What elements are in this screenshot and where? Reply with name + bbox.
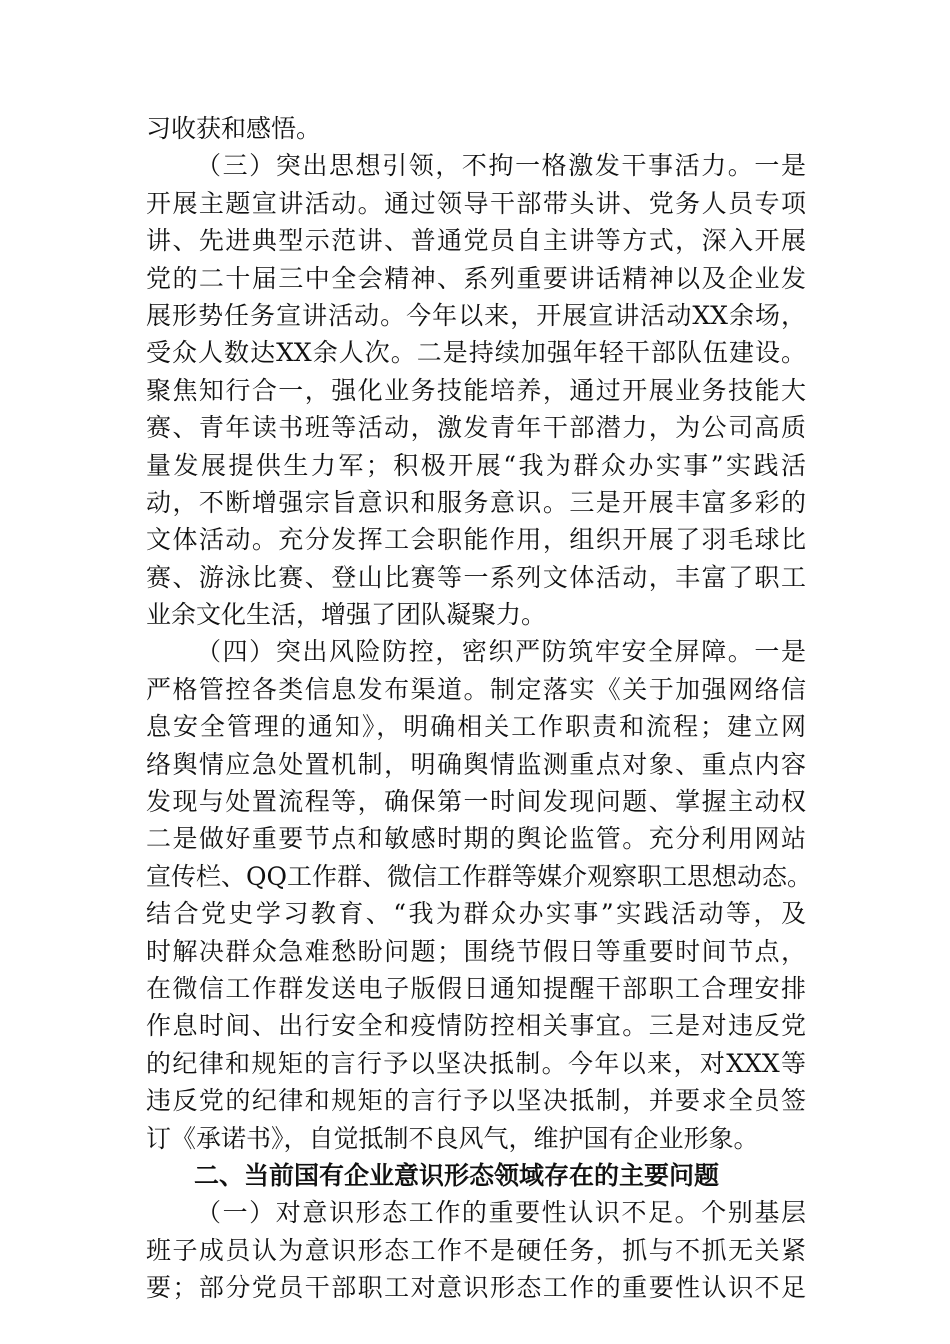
text-line: 习收获和感悟。 xyxy=(146,114,322,143)
text-line: 展形势任务宣讲活动。今年以来，开展宣讲活动XX余场， xyxy=(146,300,806,330)
paragraph-first-line: （一）对意识形态工作的重要性认识不足。个别基层 xyxy=(196,1198,806,1228)
text-line: 要；部分党员干部职工对意识形态工作的重要性认识不足 xyxy=(146,1273,806,1303)
text-line: 时解决群众急难愁盼问题；围绕节假日等重要时间节点， xyxy=(146,936,806,966)
text-line: 开展主题宣讲活动。通过领导干部带头讲、党务人员专项 xyxy=(146,188,806,218)
text-line: 作息时间、出行安全和疫情防控相关事宜。三是对违反党 xyxy=(146,1011,806,1041)
section-heading-text: 二、当前国有企业意识形态领域存在的主要问题 xyxy=(194,1160,720,1190)
text-line: 结合党史学习教育、“我为群众办实事”实践活动等，及 xyxy=(146,899,806,929)
text-line: 赛、游泳比赛、登山比赛等一系列文体活动，丰富了职工 xyxy=(146,562,806,592)
paragraph-first-line: （三）突出思想引领，不拘一格激发干事活力。一是 xyxy=(196,151,806,181)
text-line: 的纪律和规矩的言行予以坚决抵制。今年以来，对XXX等 xyxy=(146,1048,806,1078)
text-line: 聚焦知行合一，强化业务技能培养，通过开展业务技能大 xyxy=(146,375,806,405)
text-line: 文体活动。充分发挥工会职能作用，组织开展了羽毛球比 xyxy=(146,525,806,555)
text-line: 在微信工作群发送电子版假日通知提醒干部职工合理安排 xyxy=(146,973,806,1003)
text-line: 班子成员认为意识形态工作不是硬任务，抓与不抓无关紧 xyxy=(146,1235,806,1265)
text-line: 二是做好重要节点和敏感时期的舆论监管。充分利用网站 xyxy=(146,824,806,854)
text-line: 严格管控各类信息发布渠道。制定落实《关于加强网络信 xyxy=(146,674,806,704)
text-line: 讲、先进典型示范讲、普通党员自主讲等方式，深入开展 xyxy=(146,226,806,256)
text-line: 业余文化生活，增强了团队凝聚力。 xyxy=(146,600,547,630)
text-line: 违反党的纪律和规矩的言行予以坚决抵制，并要求全员签 xyxy=(146,1086,806,1116)
text-line: 党的二十届三中全会精神、系列重要讲话精神以及企业发 xyxy=(146,263,806,293)
text-line: 订《承诺书》，自觉抵制不良风气，维护国有企业形象。 xyxy=(146,1123,759,1153)
section-heading xyxy=(146,1157,806,1194)
text-line: 络舆情应急处置机制，明确舆情监测重点对象、重点内容 xyxy=(146,749,806,779)
text-line: 宣传栏、QQ工作群、微信工作群等媒介观察职工思想动态。 xyxy=(146,861,812,891)
text-line: 息安全管理的通知》，明确相关工作职责和流程；建立网 xyxy=(146,712,806,742)
document-page xyxy=(146,110,812,1307)
text-line: 发现与处置流程等，确保第一时间发现问题、掌握主动权 xyxy=(146,787,806,817)
paragraph-first-line: （四）突出风险防控，密织严防筑牢安全屏障。一是 xyxy=(196,637,806,667)
text-line: 量发展提供生力军；积极开展“我为群众办实事”实践活 xyxy=(146,450,806,480)
text-line: 赛、青年读书班等活动，激发青年干部潜力，为公司高质 xyxy=(146,413,806,443)
text-line: 受众人数达XX余人次。二是持续加强年轻干部队伍建设。 xyxy=(146,338,806,368)
text-line: 动，不断增强宗旨意识和服务意识。三是开展丰富多彩的 xyxy=(146,487,806,517)
